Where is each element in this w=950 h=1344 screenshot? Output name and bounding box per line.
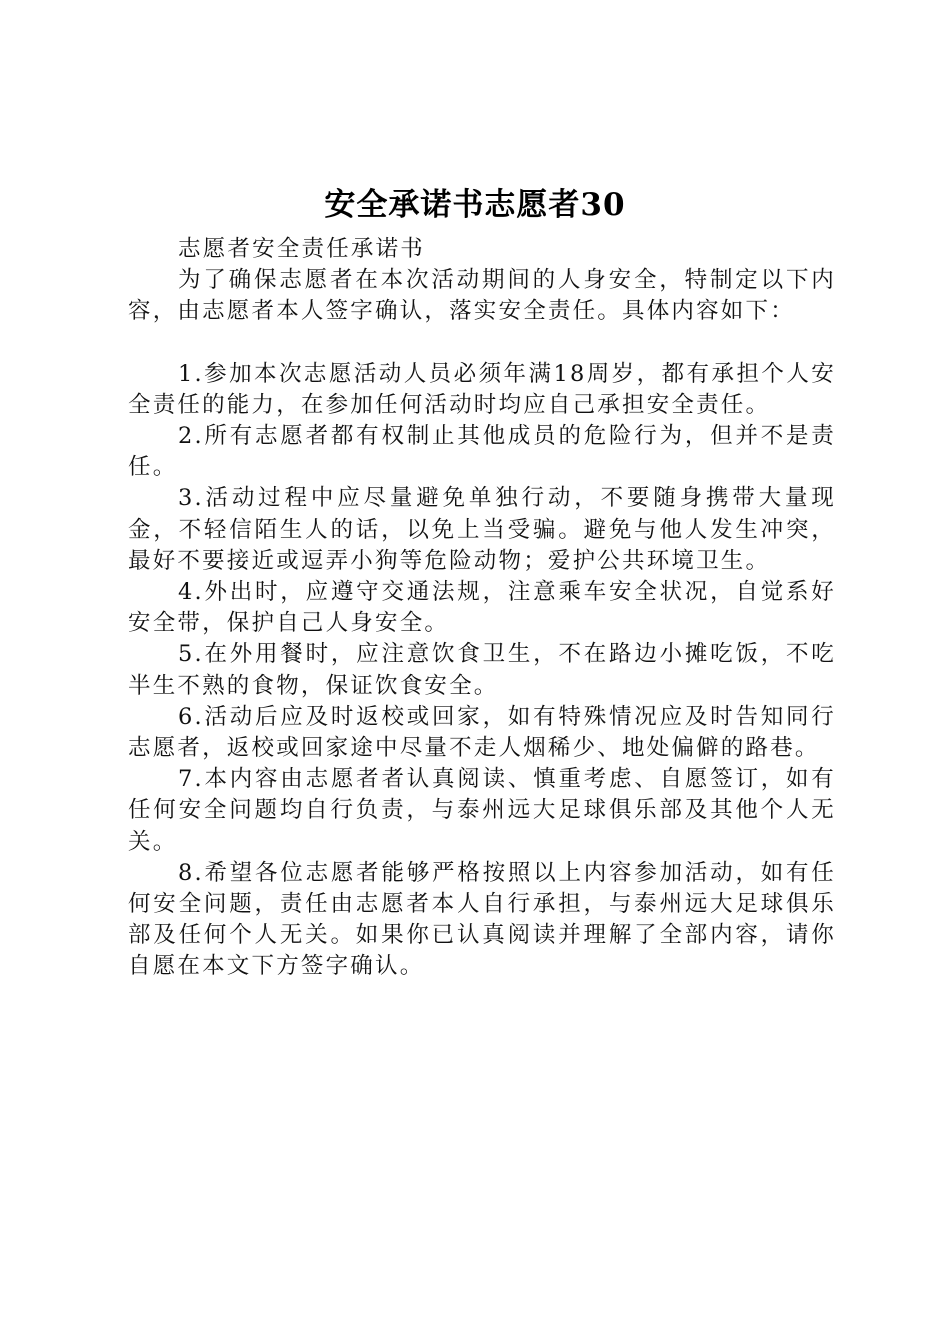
- item-2: 2.所有志愿者都有权制止其他成员的危险行为，但并不是责任。: [128, 423, 836, 481]
- item-4: 4.外出时，应遵守交通法规，注意乘车安全状况，自觉系好安全带，保护自己人身安全。: [128, 579, 836, 637]
- item-8: 8.希望各位志愿者能够严格按照以上内容参加活动，如有任何安全问题，责任由志愿者本人自行承担，与泰州远大足球俱乐部及任何个人无关。如果你已认真阅读并理解了全部内容，请你自愿在本文下方签字确认。: [128, 859, 836, 980]
- item-5: 5.在外用餐时，应注意饮食卫生，不在路边小摊吃饭，不吃半生不熟的食物，保证饮食安全。: [128, 641, 836, 699]
- paragraph-spacer: [128, 328, 836, 359]
- intro-paragraph: 为了确保志愿者在本次活动期间的人身安全，特制定以下内容，由志愿者本人签字确认，落实安全责任。具体内容如下：: [128, 267, 836, 325]
- document-title: 安全承诺书志愿者30: [324, 187, 626, 223]
- item-6: 6.活动后应及时返校或回家，如有特殊情况应及时告知同行志愿者，返校或回家途中尽量不走人烟稀少、地处偏僻的路巷。: [128, 703, 836, 762]
- item-7: 7.本内容由志愿者者认真阅读、慎重考虑、自愿签订，如有任何安全问题均自行负责，与泰州远大足球俱乐部及其他个人无关。: [128, 766, 836, 855]
- document-subtitle: 志愿者安全责任承诺书: [178, 236, 426, 262]
- item-3: 3.活动过程中应尽量避免单独行动，不要随身携带大量现金，不轻信陌生人的话，以免上当受骗。避免与他人发生冲突，最好不要接近或逗弄小狗等危险动物；爱护公共环境卫生。: [128, 485, 836, 574]
- document-body: [128, 234, 836, 983]
- item-1: 1.参加本次志愿活动人员必须年满18周岁，都有承担个人安全责任的能力，在参加任何活动时均应自己承担安全责任。: [128, 360, 836, 418]
